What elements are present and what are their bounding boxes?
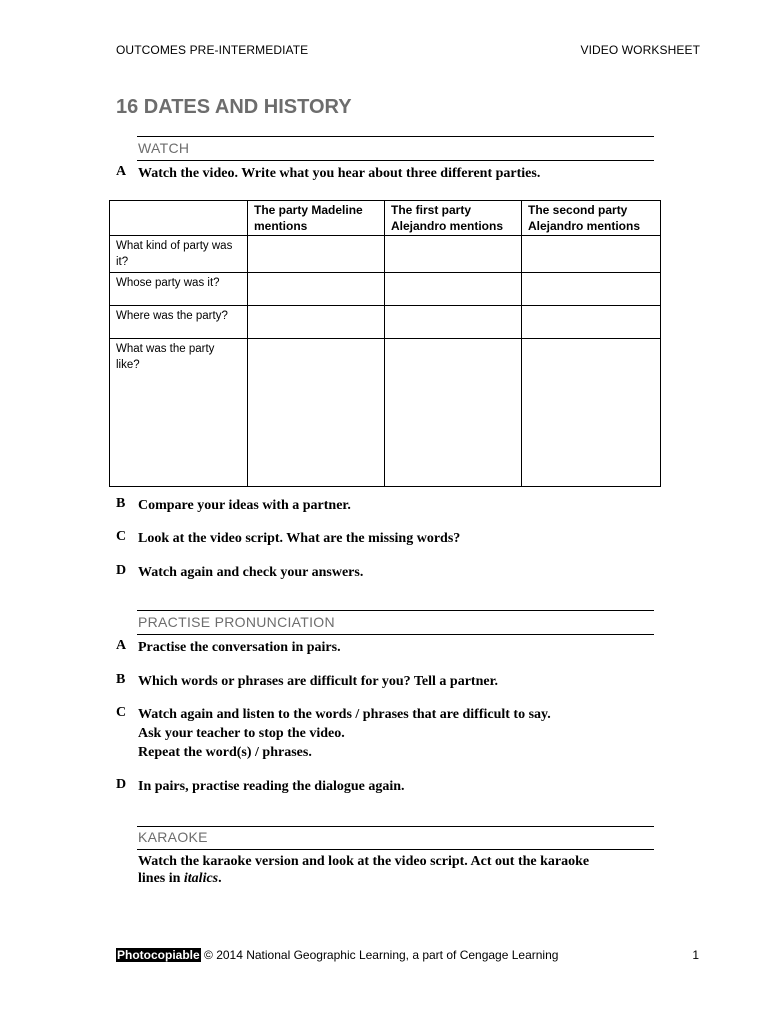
answer-cell[interactable] [522, 306, 661, 339]
table-column-header: The second party Alejandro mentions [522, 201, 661, 236]
question-text-line: Watch again and listen to the words / phrases that are difficult to say. [138, 707, 551, 722]
header-right: VIDEO WORKSHEET [580, 43, 700, 57]
answer-cell[interactable] [385, 306, 522, 339]
table-corner-cell [110, 201, 248, 236]
header-left: OUTCOMES PRE-INTERMEDIATE [116, 43, 309, 57]
section-heading-pronunciation: PRACTISE PRONUNCIATION [138, 614, 335, 630]
question-letter: B [116, 496, 126, 511]
page-title: 16 DATES AND HISTORY [116, 96, 352, 118]
table-row [110, 306, 661, 339]
question-letter: A [116, 638, 127, 653]
table-row-label: What kind of party was it? [110, 236, 248, 273]
table-row-label: Whose party was it? [110, 273, 248, 306]
section-divider [137, 610, 654, 611]
answer-cell[interactable] [522, 236, 661, 273]
question-letter: C [116, 705, 127, 720]
copyright-text: © 2014 National Geographic Learning, a part of Cengage Learning [204, 948, 559, 962]
karaoke-line-suffix: . [218, 871, 222, 886]
answer-cell[interactable] [385, 273, 522, 306]
section-divider [137, 826, 654, 827]
party-table [109, 200, 661, 487]
section-divider [137, 160, 654, 161]
page-number: 1 [692, 948, 699, 962]
table-row-label: Where was the party? [110, 306, 248, 339]
answer-cell[interactable] [248, 306, 385, 339]
question-text: Look at the video script. What are the missing words? [138, 531, 461, 546]
question-text: Watch again and check your answers. [138, 565, 364, 580]
question-letter: C [116, 529, 127, 544]
table-row [110, 236, 661, 273]
answer-cell[interactable] [248, 236, 385, 273]
section-divider [137, 136, 654, 137]
question-letter: D [116, 563, 127, 578]
table-header-row [110, 201, 661, 236]
answer-cell[interactable] [248, 273, 385, 306]
karaoke-line [138, 870, 589, 887]
answer-cell[interactable] [385, 236, 522, 273]
karaoke-instruction [138, 853, 589, 887]
answer-cell[interactable] [522, 339, 661, 487]
answer-cell[interactable] [248, 339, 385, 487]
question-text-line: Repeat the word(s) / phrases. [138, 745, 312, 760]
question-text-line: Ask your teacher to stop the video. [138, 726, 345, 741]
question-letter: B [116, 672, 126, 687]
section-divider [137, 849, 654, 850]
photocopiable-badge: Photocopiable [117, 948, 200, 962]
table-row [110, 273, 661, 306]
section-heading-karaoke: KARAOKE [138, 829, 208, 845]
karaoke-line: Watch the karaoke version and look at the video script. Act out the karaoke [138, 854, 590, 869]
answer-cell[interactable] [385, 339, 522, 487]
question-text: Which words or phrases are difficult for you? Tell a partner. [138, 674, 499, 689]
table-column-header: The first party Alejandro mentions [385, 201, 522, 236]
table-row [110, 339, 661, 487]
karaoke-italic-word: italics [183, 871, 219, 886]
section-divider [137, 634, 654, 635]
question-letter: A [116, 164, 127, 179]
section-heading-watch: WATCH [138, 140, 190, 156]
table-row-label: What was the party like? [110, 339, 248, 487]
question-text: Watch the video. Write what you hear about three different parties. [138, 166, 541, 181]
footer-copyright [116, 948, 558, 962]
question-text: In pairs, practise reading the dialogue again. [138, 779, 405, 794]
karaoke-line-prefix: lines in [138, 871, 184, 886]
question-text: Practise the conversation in pairs. [138, 640, 341, 655]
question-text: Compare your ideas with a partner. [138, 498, 351, 513]
table-column-header: The party Madeline mentions [248, 201, 385, 236]
question-letter: D [116, 777, 127, 792]
answer-cell[interactable] [522, 273, 661, 306]
